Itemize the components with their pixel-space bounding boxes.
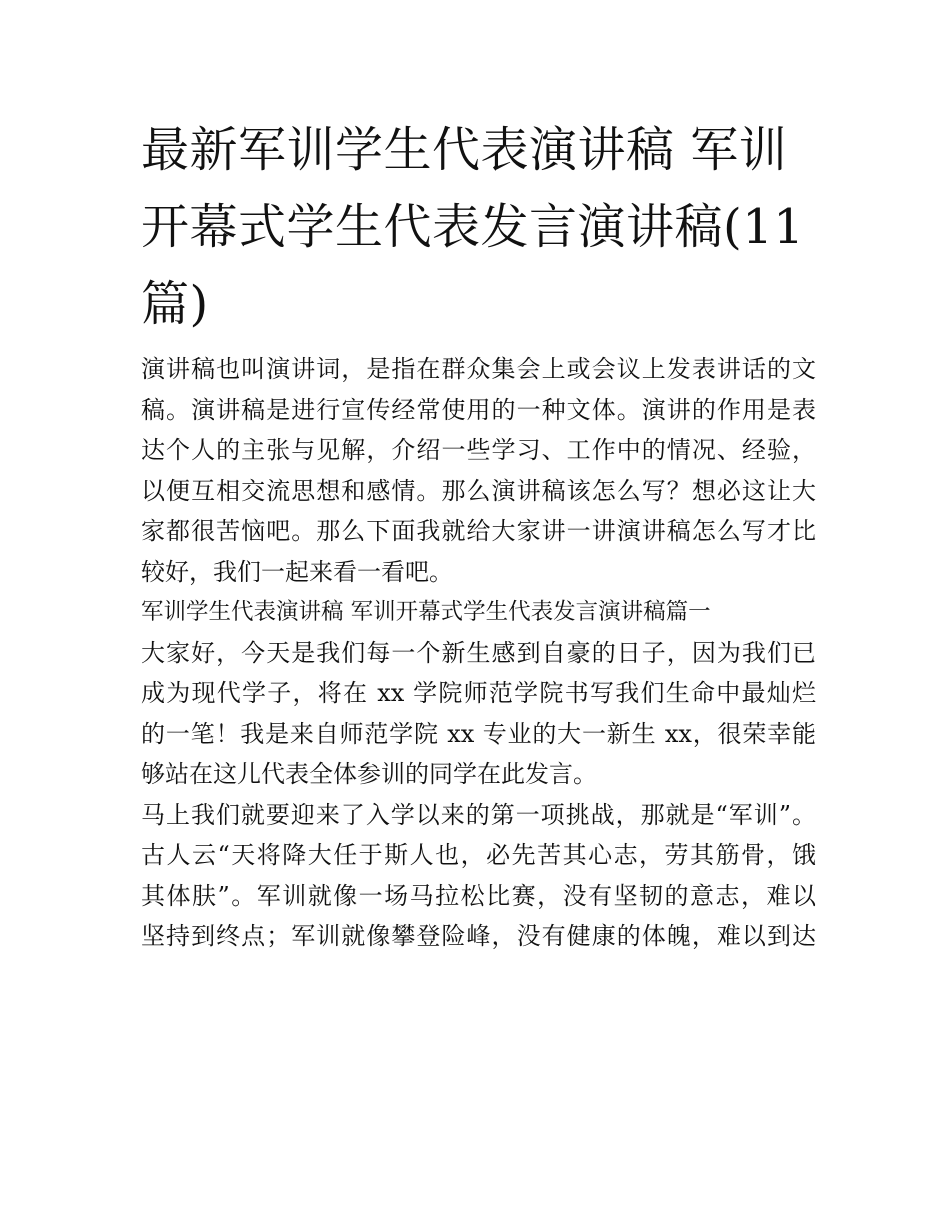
document-page xyxy=(141,112,816,957)
document-body xyxy=(141,349,816,957)
text-line: 较好，我们一起来看一看吧。 xyxy=(141,557,453,586)
text-line: 坚持到终点；军训就像攀登险峰，没有健康的体魄，难以到达 xyxy=(141,922,816,950)
text-line: 大家好，今天是我们每一个新生感到自豪的日子，因为我们已 xyxy=(141,638,816,667)
text-line: 达个人的主张与见解，介绍一些学习、工作中的情况、经验， xyxy=(141,436,816,464)
document-title xyxy=(141,112,816,343)
text-line: 古人云“天将降大任于斯人也，必先苦其心志，劳其筋骨，饿 xyxy=(141,841,816,869)
title-line: 最新军训学生代表演讲稿 军训 xyxy=(141,122,788,178)
section-heading: 军训学生代表演讲稿 军训开幕式学生代表发言演讲稿篇一 xyxy=(141,599,711,625)
text-line: 家都很苦恼吧。那么下面我就给大家讲一讲演讲稿怎么写才比 xyxy=(141,517,816,545)
text-line: 够站在这儿代表全体参训的同学在此发言。 xyxy=(141,760,597,788)
text-line: 以便互相交流思想和感情。那么演讲稿该怎么写？想必这让大 xyxy=(141,476,816,505)
intro-paragraph xyxy=(141,349,816,592)
body-paragraph xyxy=(141,795,816,957)
text-line: 其体肤”。军训就像一场马拉松比赛，没有坚韧的意志，难以 xyxy=(141,881,816,910)
title-line: 开幕式学生代表发言演讲稿(11 xyxy=(141,199,805,255)
text-line: 的一笔！我是来自师范学院 xx 专业的大一新生 xx，很荣幸能 xyxy=(141,719,816,748)
text-line: 马上我们就要迎来了入学以来的第一项挑战，那就是“军训”。 xyxy=(141,800,816,829)
text-line: 成为现代学子，将在 xx 学院师范学院书写我们生命中最灿烂 xyxy=(141,679,816,707)
title-line: 篇) xyxy=(141,276,209,332)
text-line: 稿。演讲稿是进行宣传经常使用的一种文体。演讲的作用是表 xyxy=(141,395,816,424)
body-paragraph xyxy=(141,633,816,795)
text-line: 演讲稿也叫演讲词，是指在群众集会上或会议上发表讲话的文 xyxy=(141,355,816,383)
